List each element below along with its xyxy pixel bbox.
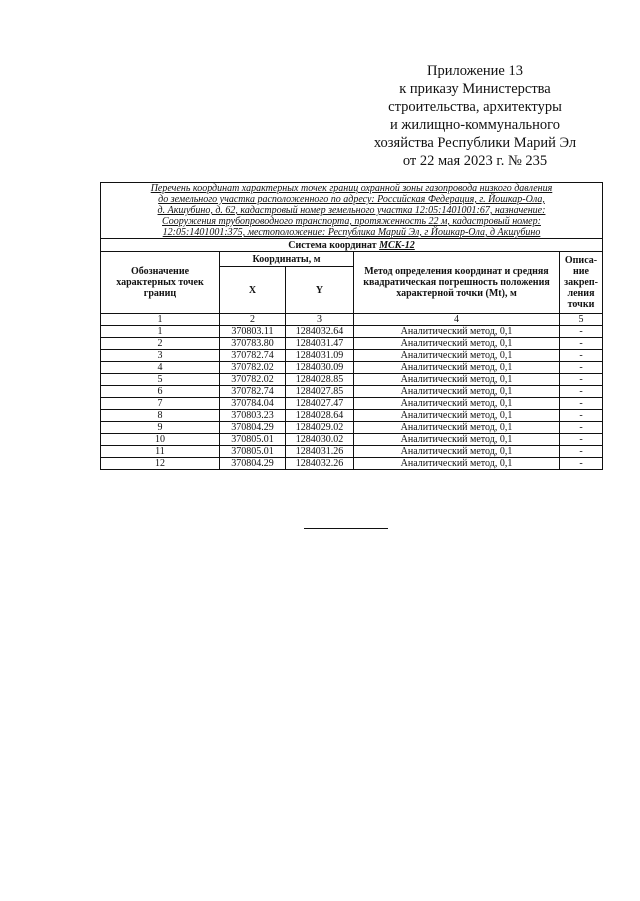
table-intro: [101, 183, 603, 239]
x-coordinate: 370782.02: [220, 362, 286, 374]
y-coordinate: 1284030.02: [286, 434, 354, 446]
method-cell: Аналитический метод, 0,1: [354, 422, 560, 434]
point-number: 4: [101, 362, 220, 374]
intro-line: Перечень координат характерных точек границ охранной зоны газопровода низкого давления: [150, 183, 553, 194]
coordinates-table: [100, 182, 603, 470]
point-number: 6: [101, 386, 220, 398]
method-cell: Аналитический метод, 0,1: [354, 386, 560, 398]
column-numbers-row: [101, 314, 603, 326]
column-number: 3: [286, 314, 354, 326]
description-cell: -: [560, 338, 603, 350]
x-coordinate: 370805.01: [220, 434, 286, 446]
x-coordinate: 370804.29: [220, 422, 286, 434]
coordinate-system-label: Система координат: [288, 239, 380, 251]
table-row: [101, 410, 603, 422]
header-method: Метод определения координат и средняя квадратическая погрешность положения характерной точки (Mt), м: [354, 252, 560, 314]
method-cell: Аналитический метод, 0,1: [354, 362, 560, 374]
method-cell: Аналитический метод, 0,1: [354, 410, 560, 422]
intro-line: 12:05:1401001:375, местоположение: Республика Марий Эл, г Йошкар-Ола, д Акшубино: [162, 227, 541, 238]
intro-line: до земельного участка расположенного по адресу: Российская Федерация, г. Йошкар-Ола,: [158, 194, 545, 205]
y-coordinate: 1284031.09: [286, 350, 354, 362]
table-row: [101, 458, 603, 470]
header-point: Обозначение характерных точек границ: [101, 252, 220, 314]
header-description-line: Описа-: [564, 255, 598, 266]
intro-line: д. Акшубино, д. 62, кадастровый номер земельного участка 12:05:1401001:67, назначение:: [157, 205, 546, 216]
description-cell: -: [560, 446, 603, 458]
description-cell: -: [560, 458, 603, 470]
description-cell: -: [560, 410, 603, 422]
table-row: [101, 434, 603, 446]
point-number: 10: [101, 434, 220, 446]
header-line-appendix: Приложение 13: [427, 63, 523, 79]
x-coordinate: 370804.29: [220, 458, 286, 470]
x-coordinate: 370782.02: [220, 374, 286, 386]
point-number: 7: [101, 398, 220, 410]
point-number: 5: [101, 374, 220, 386]
header-line-housing: и жилищно-коммунального: [389, 117, 561, 133]
description-cell: -: [560, 398, 603, 410]
point-number: 1: [101, 326, 220, 338]
header-y: Y: [286, 267, 354, 314]
column-number: 4: [354, 314, 560, 326]
y-coordinate: 1284027.47: [286, 398, 354, 410]
y-coordinate: 1284031.47: [286, 338, 354, 350]
method-cell: Аналитический метод, 0,1: [354, 350, 560, 362]
header-row: [101, 252, 603, 267]
column-number: 2: [220, 314, 286, 326]
header-description: [560, 252, 603, 314]
header-line-republic: хозяйства Республики Марий Эл: [373, 135, 577, 151]
y-coordinate: 1284027.85: [286, 386, 354, 398]
column-number: 1: [101, 314, 220, 326]
point-number: 8: [101, 410, 220, 422]
table-row: [101, 350, 603, 362]
header-x: X: [220, 267, 286, 314]
method-cell: Аналитический метод, 0,1: [354, 374, 560, 386]
table-row: [101, 386, 603, 398]
y-coordinate: 1284032.64: [286, 326, 354, 338]
description-cell: -: [560, 374, 603, 386]
table-row: [101, 338, 603, 350]
x-coordinate: 370783.80: [220, 338, 286, 350]
description-cell: -: [560, 350, 603, 362]
x-coordinate: 370803.23: [220, 410, 286, 422]
description-cell: -: [560, 422, 603, 434]
header-description-line: ления: [567, 288, 595, 299]
method-cell: Аналитический метод, 0,1: [354, 326, 560, 338]
y-coordinate: 1284028.64: [286, 410, 354, 422]
point-number: 12: [101, 458, 220, 470]
table-row: [101, 362, 603, 374]
column-number: 5: [560, 314, 603, 326]
y-coordinate: 1284030.09: [286, 362, 354, 374]
table-row: [101, 374, 603, 386]
intro-row: [101, 183, 603, 239]
table-row: [101, 446, 603, 458]
document-header: [340, 62, 610, 170]
method-cell: Аналитический метод, 0,1: [354, 458, 560, 470]
point-number: 3: [101, 350, 220, 362]
x-coordinate: 370784.04: [220, 398, 286, 410]
coordinate-system-name: МСК-12: [379, 239, 415, 251]
y-coordinate: 1284031.26: [286, 446, 354, 458]
x-coordinate: 370782.74: [220, 386, 286, 398]
y-coordinate: 1284032.26: [286, 458, 354, 470]
method-cell: Аналитический метод, 0,1: [354, 434, 560, 446]
header-description-line: ние: [573, 266, 589, 277]
description-cell: -: [560, 434, 603, 446]
point-number: 11: [101, 446, 220, 458]
y-coordinate: 1284029.02: [286, 422, 354, 434]
system-row: [101, 239, 603, 252]
x-coordinate: 370803.11: [220, 326, 286, 338]
method-cell: Аналитический метод, 0,1: [354, 446, 560, 458]
header-line-order: к приказу Министерства: [399, 81, 551, 97]
table-row: [101, 422, 603, 434]
header-description-line: закреп-: [564, 277, 598, 288]
coordinates-table-body: [101, 183, 603, 470]
x-coordinate: 370805.01: [220, 446, 286, 458]
x-coordinate: 370782.74: [220, 350, 286, 362]
y-coordinate: 1284028.85: [286, 374, 354, 386]
method-cell: Аналитический метод, 0,1: [354, 398, 560, 410]
table-row: [101, 398, 603, 410]
table-row: [101, 326, 603, 338]
header-coordinates: Координаты, м: [220, 252, 354, 267]
description-cell: -: [560, 326, 603, 338]
point-number: 2: [101, 338, 220, 350]
point-number: 9: [101, 422, 220, 434]
method-cell: Аналитический метод, 0,1: [354, 338, 560, 350]
intro-line: Сооружения трубопроводного транспорта, протяженность 22 м, кадастровый номер:: [162, 216, 541, 227]
description-cell: -: [560, 386, 603, 398]
description-cell: -: [560, 362, 603, 374]
header-line-ministry: строительства, архитектуры: [388, 99, 562, 115]
header-line-date: от 22 мая 2023 г. № 235: [402, 153, 548, 169]
coordinate-system: [101, 239, 603, 252]
closing-divider: [304, 528, 388, 529]
header-description-line: точки: [567, 299, 595, 310]
